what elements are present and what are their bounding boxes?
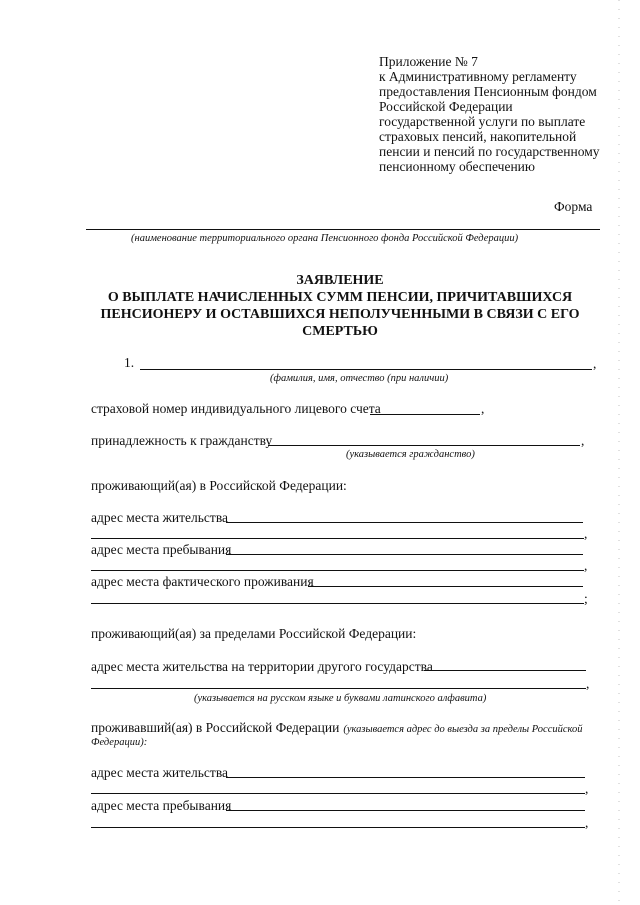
comma: , <box>581 433 585 448</box>
appendix-line: государственной услуги по выплате <box>379 114 586 129</box>
residence-address-field-2[interactable] <box>91 538 584 539</box>
stay-address-2-field[interactable] <box>226 810 585 811</box>
appendix-line: страховых пенсий, накопительной <box>379 129 577 144</box>
foreign-residence-field-2[interactable] <box>91 688 586 689</box>
comma: , <box>481 401 485 416</box>
residence-address-field[interactable] <box>226 522 583 523</box>
actual-address-label: адрес места фактического проживания <box>91 574 314 589</box>
citizenship-label: принадлежность к гражданству <box>91 433 273 448</box>
foreign-residence-label: адрес места жительства на территории другого государства <box>91 659 433 674</box>
lived-rf-note: (указывается адрес до выезда за пределы Российской <box>343 724 583 735</box>
title-line: ЗАЯВЛЕНИЕ <box>296 273 384 288</box>
stay-address-label: адрес места пребывания <box>91 542 232 557</box>
full-name-note: (фамилия, имя, отчество (при наличии) <box>270 373 449 384</box>
comma: , <box>584 526 588 541</box>
appendix-line: предоставления Пенсионным фондом <box>379 84 597 99</box>
actual-address-field-2[interactable] <box>91 603 584 604</box>
residing-abroad-heading: проживающий(ая) за пределами Российской Федерации: <box>91 626 417 641</box>
comma: , <box>585 815 589 830</box>
residence-address-2-label: адрес места жительства <box>91 765 229 780</box>
residence-address-label: адрес места жительства <box>91 510 229 525</box>
stay-address-field-2[interactable] <box>91 570 584 571</box>
comma: , <box>584 558 588 573</box>
appendix-line: Российской Федерации <box>379 99 513 114</box>
appendix-line: к Административному регламенту <box>379 69 577 84</box>
lived-rf-label: проживавший(ая) в Российской Федерации <box>91 720 340 735</box>
comma: , <box>593 356 597 371</box>
stay-address-2-field-2[interactable] <box>91 827 585 828</box>
citizenship-note: (указывается гражданство) <box>346 449 475 460</box>
citizenship-field[interactable] <box>268 445 580 446</box>
residing-rf-heading: проживающий(ая) в Российской Федерации: <box>91 478 347 493</box>
actual-address-field[interactable] <box>308 586 583 587</box>
snils-field[interactable] <box>370 414 480 415</box>
title-line: ПЕНСИОНЕРУ И ОСТАВШИХСЯ НЕПОЛУЧЕННЫМИ В СВЯЗИ С ЕГО <box>100 307 580 322</box>
stay-address-field[interactable] <box>226 554 583 555</box>
document-title <box>80 272 600 340</box>
scan-edge <box>618 0 620 905</box>
lived-rf-note-continued: Федерации): <box>91 737 148 748</box>
appendix-block <box>379 54 600 174</box>
stay-address-2-label: адрес места пребывания <box>91 798 232 813</box>
territorial-body-field[interactable] <box>86 229 600 230</box>
title-line: О ВЫПЛАТЕ НАЧИСЛЕННЫХ СУММ ПЕНСИИ, ПРИЧИТАВШИХСЯ <box>107 290 573 305</box>
full-name-field[interactable] <box>140 369 592 370</box>
appendix-line: пенсионному обеспечению <box>379 159 535 174</box>
item-number: 1. <box>124 355 135 370</box>
residence-address-2-field-2[interactable] <box>91 793 585 794</box>
snils-label: страховой номер индивидуального лицевого счета <box>91 401 381 416</box>
residence-address-2-field[interactable] <box>226 777 585 778</box>
comma: , <box>585 781 589 796</box>
form-label: Форма <box>554 199 593 214</box>
title-line: СМЕРТЬЮ <box>302 324 378 339</box>
appendix-line: Приложение № 7 <box>379 54 478 69</box>
semicolon: ; <box>584 591 588 606</box>
territorial-body-note: (наименование территориального органа Пенсионного фонда Российской Федерации) <box>131 233 519 244</box>
appendix-line: пенсии и пенсий по государственному <box>379 144 600 159</box>
lived-rf-line <box>91 719 583 737</box>
foreign-residence-note: (указывается на русском языке и буквами латинского алфавита) <box>194 693 487 704</box>
foreign-residence-field[interactable] <box>424 670 586 671</box>
comma: , <box>586 676 590 691</box>
